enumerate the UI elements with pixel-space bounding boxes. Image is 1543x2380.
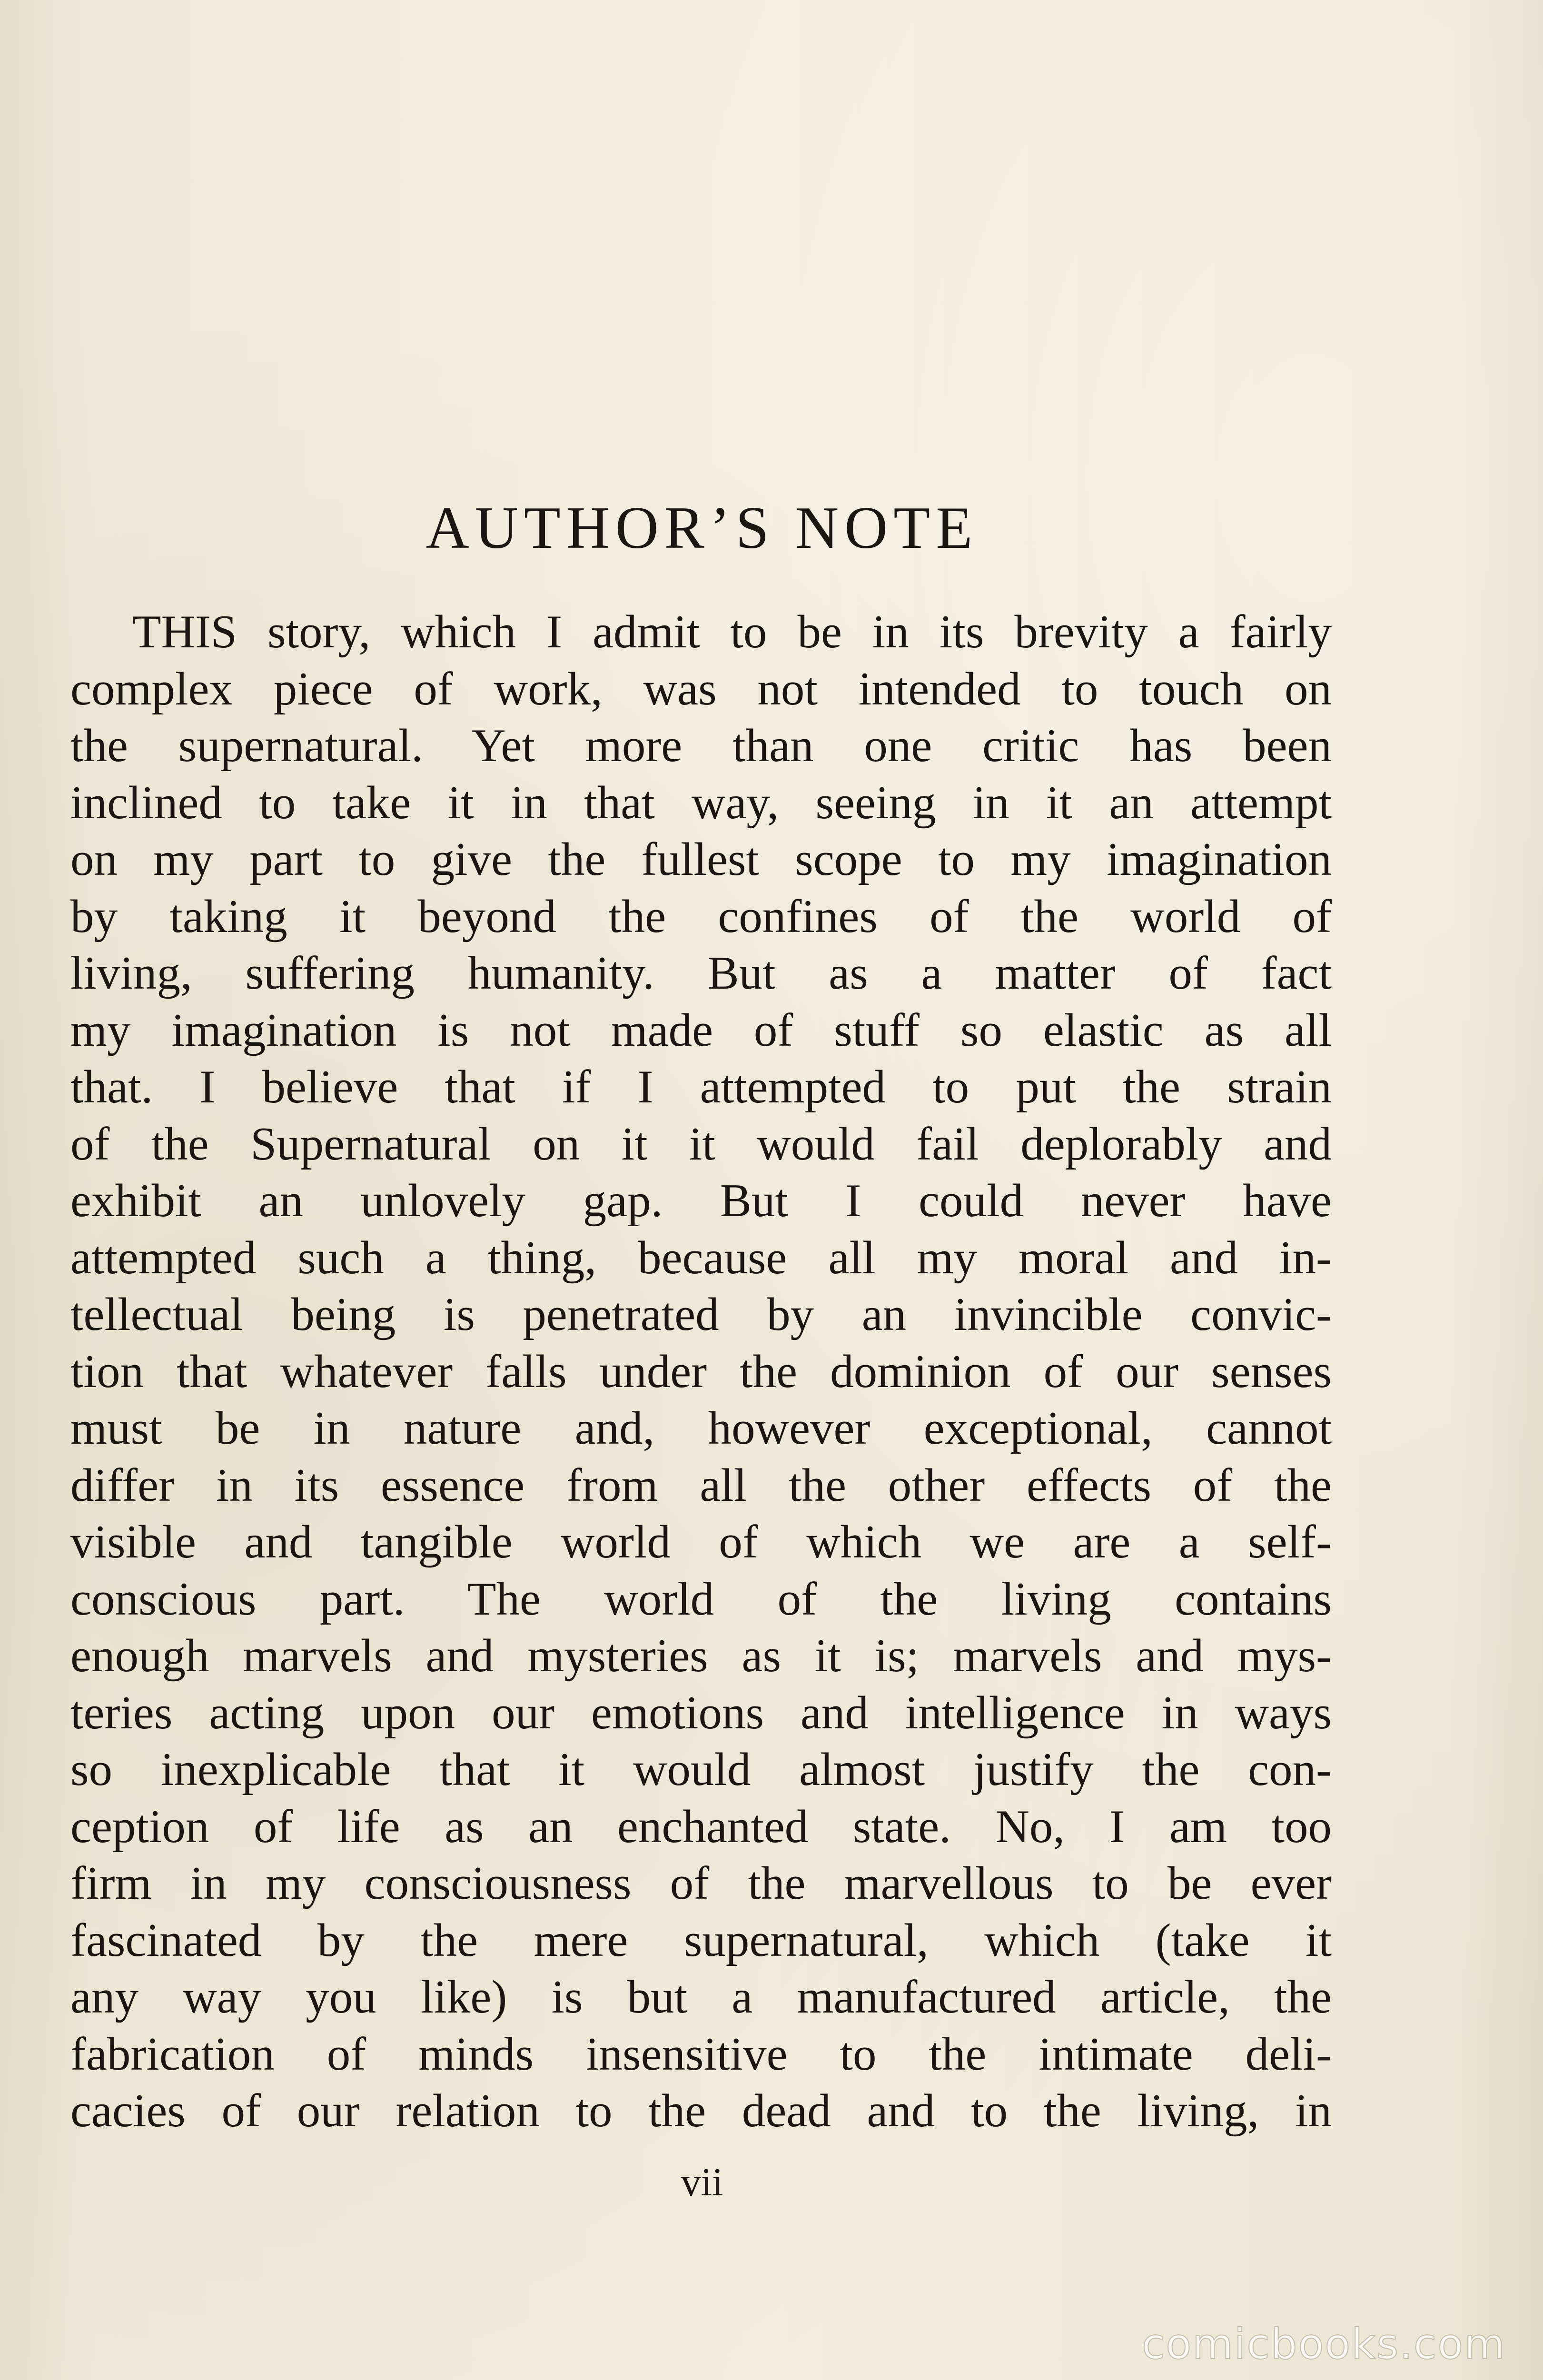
body-text xyxy=(70,604,1332,2140)
text-line: complex piece of work, was not intended to touch on xyxy=(70,663,1332,715)
text-line: that. I believe that if I attempted to put the strain xyxy=(70,1061,1332,1113)
watermark: comicbooks.com xyxy=(1141,2320,1506,2369)
text-line: cacies of our relation to the dead and to the living, in xyxy=(70,2085,1332,2137)
text-line: must be in nature and, however exceptional, cannot xyxy=(70,1402,1332,1454)
text-line: the supernatural. Yet more than one critic has been xyxy=(70,720,1332,772)
text-line: fascinated by the mere supernatural, which (take it xyxy=(70,1914,1332,1966)
text-line: visible and tangible world of which we are a self- xyxy=(70,1516,1332,1568)
page-number: vii xyxy=(681,2160,723,2204)
text-line: firm in my consciousness of the marvellous to be ever xyxy=(70,1857,1332,1909)
text-line: exhibit an unlovely gap. But I could never have xyxy=(70,1175,1332,1227)
text-line: THIS story, which I admit to be in its brevity a fairly xyxy=(132,606,1332,658)
text-line: conscious part. The world of the living contains xyxy=(70,1573,1332,1625)
text-line: living, suffering humanity. But as a matter of fact xyxy=(70,947,1332,999)
text-line: tellectual being is penetrated by an invincible convic- xyxy=(70,1289,1332,1340)
text-line: my imagination is not made of stuff so elastic as all xyxy=(70,1004,1332,1056)
text-line: on my part to give the fullest scope to my imagination xyxy=(70,833,1332,885)
text-line: so inexplicable that it would almost justify the con- xyxy=(70,1744,1332,1795)
text-line: enough marvels and mysteries as it is; marvels and mys- xyxy=(70,1630,1332,1682)
page-title: AUTHOR’S NOTE xyxy=(425,495,979,561)
text-line: any way you like) is but a manufactured article, the xyxy=(70,1971,1332,2023)
text-line: fabrication of minds insensitive to the intimate deli- xyxy=(70,2028,1332,2080)
text-line: teries acting upon our emotions and intelligence in ways xyxy=(70,1686,1332,1739)
text-line: by taking it beyond the confines of the world of xyxy=(70,890,1332,942)
text-line: of the Supernatural on it it would fail deplorably and xyxy=(70,1118,1332,1170)
text-line: tion that whatever falls under the dominion of our senses xyxy=(70,1345,1332,1398)
text-line: ception of life as an enchanted state. No, I am too xyxy=(70,1800,1332,1853)
text-line: differ in its essence from all the other effects of the xyxy=(70,1459,1332,1511)
text-line: attempted such a thing, because all my moral and in- xyxy=(70,1231,1332,1284)
text-line: inclined to take it in that way, seeing in it an attempt xyxy=(70,776,1332,829)
